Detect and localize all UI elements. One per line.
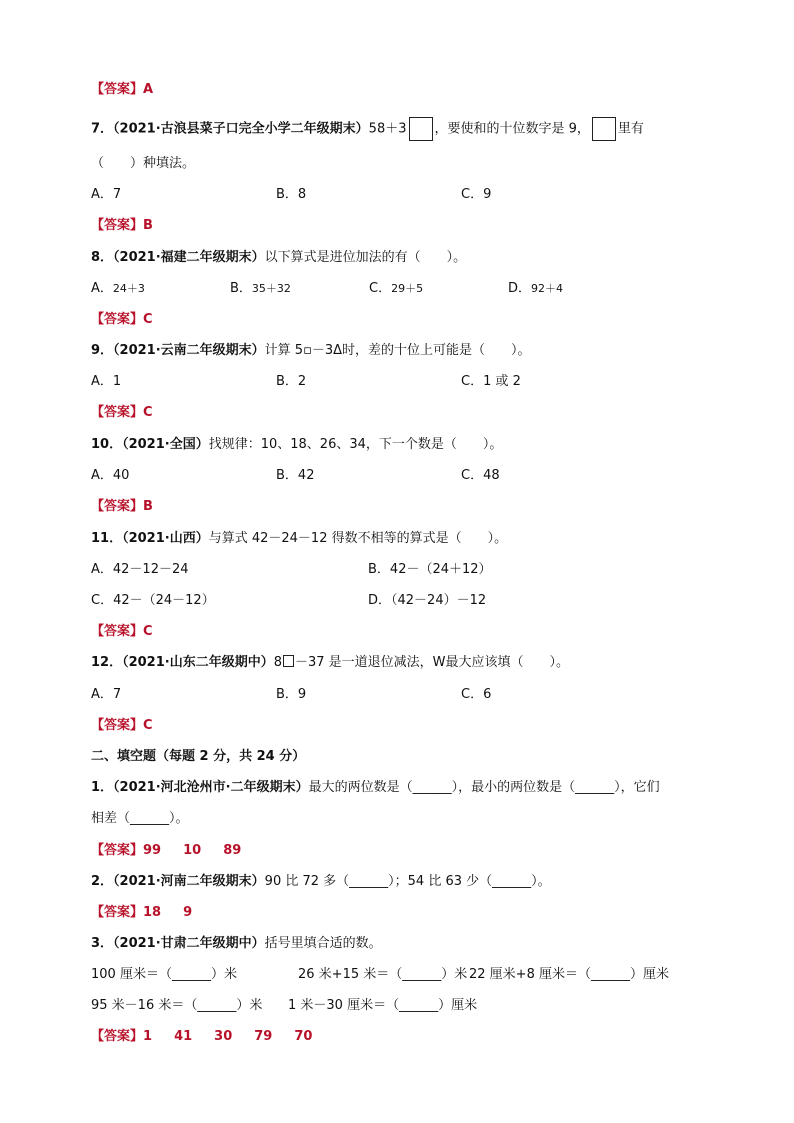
answer-value: B — [143, 499, 153, 514]
answer-value: 18 — [143, 905, 162, 920]
unit-conversion-item: 22 厘米+8 厘米＝（______）厘米 — [469, 967, 669, 982]
option-a: A．40 — [91, 468, 130, 483]
answer-q7 — [91, 216, 153, 236]
option-b: B．9 — [276, 687, 307, 702]
question-text: 计算 5▫－3Δ时，差的十位上可能是（ ）。 — [264, 343, 531, 358]
fill-question-2 — [91, 872, 551, 892]
question-source: （2021·山东二年级期中） — [122, 655, 274, 670]
option-a: A．7 — [91, 687, 122, 702]
answer-value: 79 — [254, 1029, 273, 1044]
answer-value: 89 — [223, 843, 242, 858]
answer-value: 10 — [183, 843, 202, 858]
question-9 — [91, 341, 531, 361]
option-a: A．42－12－24 — [91, 562, 189, 577]
option-a — [91, 279, 145, 299]
option-b: B．2 — [276, 374, 307, 389]
question-source: （2021·山西） — [122, 531, 209, 546]
question-10 — [91, 435, 502, 455]
option-c: C．48 — [461, 468, 500, 483]
answer-q6 — [91, 80, 153, 100]
option-b: B．8 — [276, 187, 307, 202]
question-7-cont — [91, 154, 195, 174]
question-number: 7． — [91, 121, 114, 137]
option-c: C．1 或 2 — [461, 374, 521, 389]
question-8 — [91, 248, 466, 268]
option-b: B．42－（24＋12） — [368, 562, 492, 577]
question-source: （2021·甘肃二年级期中） — [113, 936, 265, 951]
question-number: 9． — [91, 343, 114, 358]
option-d: D．（42－24）－12 — [368, 593, 487, 608]
answer-value: 1 — [143, 1029, 153, 1044]
option-a: A．7 — [91, 187, 122, 202]
question-12 — [91, 653, 569, 673]
answer-label: 【答案】 — [91, 312, 144, 327]
question-text: 以下算式是进位加法的有（ ）。 — [264, 250, 467, 265]
unit-conversion-item: 1 米－30 厘米＝（______）厘米 — [288, 998, 478, 1013]
question-source: （2021·河北沧州市·二年级期末） — [113, 780, 309, 795]
answer-value: B — [143, 218, 153, 233]
section-title: 二、填空题（每题 2 分，共 24 分） — [91, 749, 306, 764]
question-number: 3． — [91, 936, 114, 951]
option-expr: 24＋3 — [112, 282, 145, 295]
question-text: 90 比 72 多（______）；54 比 63 少（______）。 — [264, 874, 551, 889]
answer-label: 【答案】 — [91, 218, 144, 233]
blank-box — [283, 655, 294, 667]
question-text: （ ）种填法。 — [91, 156, 196, 171]
option-b — [230, 279, 291, 299]
question-text: －37 是一道退位减法，W最大应该填（ ）。 — [295, 655, 570, 670]
answer-value: C — [143, 405, 153, 420]
answer-label: 【答案】 — [91, 499, 144, 514]
answer-q11 — [91, 622, 153, 642]
option-c: C．9 — [461, 187, 492, 202]
answer-label: 【答案】 — [91, 843, 144, 858]
option-letter: B． — [230, 281, 252, 296]
question-source: （2021·福建二年级期末） — [113, 250, 265, 265]
blank-box — [409, 117, 433, 141]
option-b: B．42 — [276, 468, 315, 483]
answer-label: 【答案】 — [91, 405, 144, 420]
question-text: 58＋3 — [368, 121, 407, 137]
answer-value: 30 — [214, 1029, 233, 1044]
answer-label: 【答案】 — [91, 905, 144, 920]
question-source: （2021·河南二年级期末） — [113, 874, 265, 889]
question-number: 1． — [91, 780, 114, 795]
question-text: 与算式 42－24－12 得数不相等的算式是（ ）。 — [208, 531, 508, 546]
question-source: （2021·云南二年级期末） — [113, 343, 265, 358]
option-c — [369, 279, 423, 299]
question-text: ，要使和的十位数字是 9， — [434, 121, 590, 137]
answer-label: 【答案】 — [91, 718, 144, 733]
unit-conversion-item: 100 厘米＝（______）米 — [91, 967, 237, 982]
answer-value: C — [143, 718, 153, 733]
question-text: 找规律：10、18、26、34，下一个数是（ ）。 — [208, 437, 503, 452]
answer-value: 99 — [143, 843, 162, 858]
answer-value: C — [143, 312, 153, 327]
unit-conversion-item: 95 米－16 米＝（______）米 — [91, 998, 263, 1013]
question-text: 8 — [273, 655, 282, 670]
unit-conversion-item: 26 米+15 米＝（______）米 — [298, 967, 468, 982]
question-text: 里有 — [617, 121, 644, 137]
fill-question-1 — [91, 778, 660, 798]
answer-value: A — [143, 82, 154, 97]
question-11 — [91, 529, 507, 549]
answer-label: 【答案】 — [91, 624, 144, 639]
blank-box — [592, 117, 616, 141]
answer-f1 — [91, 841, 263, 861]
option-expr: 92＋4 — [531, 282, 564, 295]
answer-f2 — [91, 903, 214, 923]
answer-value: 70 — [294, 1029, 313, 1044]
answer-f3 — [91, 1027, 334, 1047]
answer-value: C — [143, 624, 153, 639]
question-text: 括号里填合适的数。 — [264, 936, 382, 951]
question-number: 8． — [91, 250, 114, 265]
answer-q9 — [91, 403, 153, 423]
fill-question-3 — [91, 934, 382, 954]
question-text: 最大的两位数是（______），最小的两位数是（______），它们 — [308, 780, 660, 795]
question-number: 11． — [91, 531, 123, 546]
fill-question-1-cont — [91, 809, 189, 829]
question-7 — [91, 117, 644, 141]
option-c: C．6 — [461, 687, 492, 702]
answer-q8 — [91, 310, 153, 330]
answer-q12 — [91, 716, 153, 736]
question-source: （2021·古浪县菜子口完全小学二年级期末） — [113, 121, 369, 137]
question-text: 相差（______）。 — [91, 811, 189, 826]
question-number: 10． — [91, 437, 123, 452]
answer-value: 9 — [183, 905, 193, 920]
answer-value: 41 — [174, 1029, 193, 1044]
question-source: （2021·全国） — [122, 437, 209, 452]
option-letter: D． — [508, 281, 532, 296]
option-expr: 35＋32 — [251, 282, 291, 295]
question-number: 12． — [91, 655, 123, 670]
option-d — [508, 279, 563, 299]
question-number: 2． — [91, 874, 114, 889]
answer-label: 【答案】 — [91, 1029, 144, 1044]
option-a: A．1 — [91, 374, 122, 389]
option-c: C．42－（24－12） — [91, 593, 215, 608]
option-letter: A． — [91, 281, 113, 296]
option-letter: C． — [369, 281, 392, 296]
answer-q10 — [91, 497, 153, 517]
answer-label: 【答案】 — [91, 82, 144, 97]
option-expr: 29＋5 — [391, 282, 424, 295]
